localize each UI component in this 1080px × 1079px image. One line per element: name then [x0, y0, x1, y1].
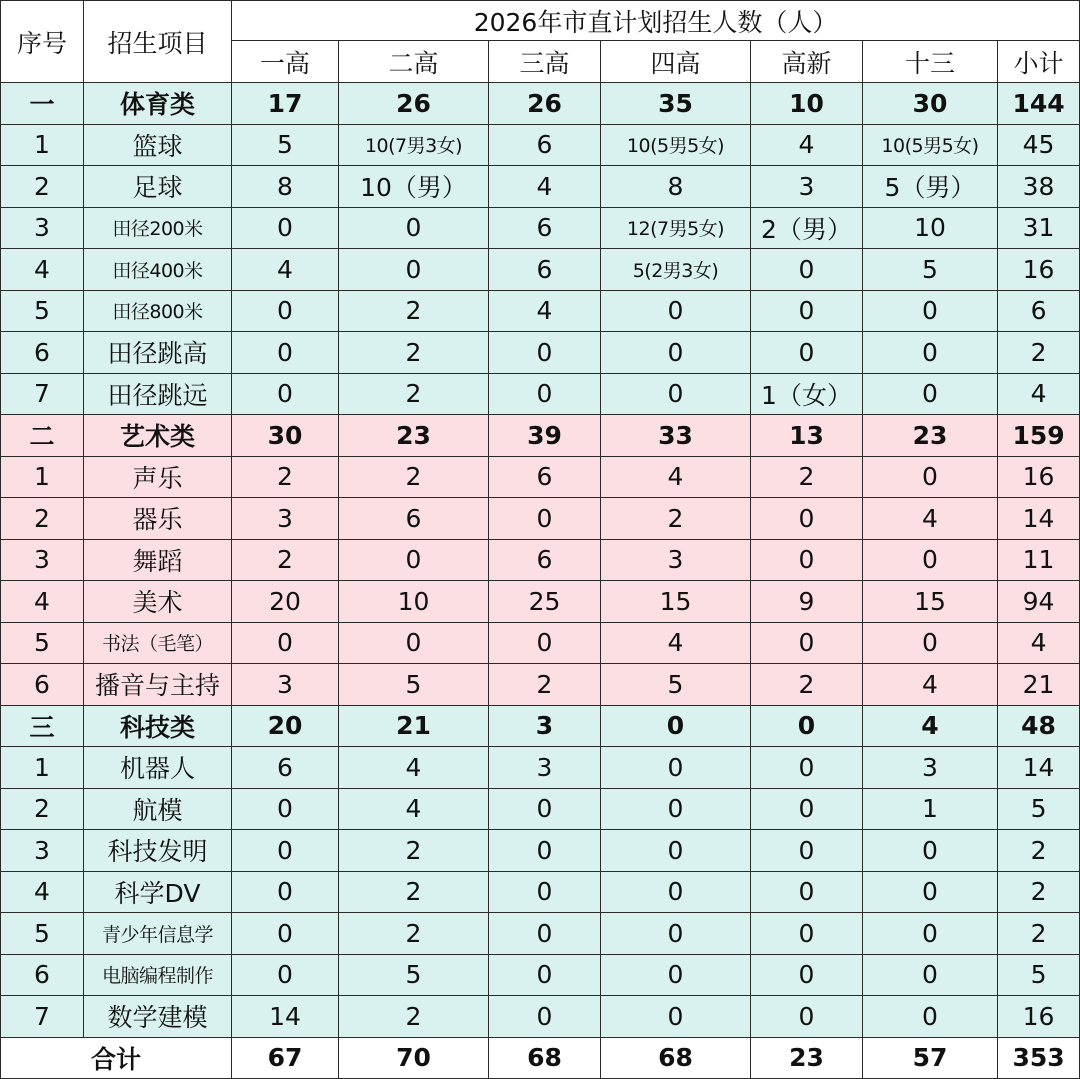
row-value: 3	[489, 747, 601, 789]
row-value: 0	[339, 539, 489, 581]
row-value: 10(7男3女)	[339, 124, 489, 166]
row-value: 2	[339, 290, 489, 332]
row-seq: 3	[1, 207, 84, 249]
row-value: 0	[601, 830, 751, 872]
row-value: 5	[863, 249, 998, 291]
row-value: 2	[751, 456, 863, 498]
row-seq: 2	[1, 498, 84, 540]
row-value: 6	[489, 456, 601, 498]
row-value: 0	[489, 498, 601, 540]
row-value: 2	[339, 871, 489, 913]
row-seq: 4	[1, 871, 84, 913]
row-value: 1	[863, 788, 998, 830]
table-row	[1, 124, 1080, 166]
row-value: 0	[601, 954, 751, 996]
row-value: 0	[751, 954, 863, 996]
row-value: 20	[232, 581, 339, 623]
row-project-name: 田径400米	[84, 249, 232, 291]
row-value: 0	[489, 373, 601, 415]
row-value: 0	[751, 622, 863, 664]
row-value: 0	[339, 622, 489, 664]
table-row	[1, 249, 1080, 291]
row-seq: 5	[1, 913, 84, 955]
row-seq: 7	[1, 373, 84, 415]
total-cell: 353	[998, 1037, 1080, 1079]
row-value: 0	[601, 332, 751, 374]
category-name: 艺术类	[84, 415, 232, 457]
school-header: 一高	[232, 41, 339, 83]
row-subtotal: 6	[998, 290, 1080, 332]
row-subtotal: 31	[998, 207, 1080, 249]
subtotal-header: 小计	[998, 41, 1080, 83]
category-value: 10	[751, 83, 863, 125]
table-row	[1, 788, 1080, 830]
row-value: 0	[489, 830, 601, 872]
row-value: 15	[601, 581, 751, 623]
total-cell: 68	[601, 1037, 751, 1079]
category-subtotal: 48	[998, 705, 1080, 747]
row-value: 4	[863, 664, 998, 706]
category-value: 26	[339, 83, 489, 125]
row-value: 0	[232, 830, 339, 872]
row-value: 5（男）	[863, 166, 998, 208]
row-value: 0	[751, 539, 863, 581]
row-value: 3	[232, 498, 339, 540]
table-row	[1, 207, 1080, 249]
row-value: 0	[232, 913, 339, 955]
row-value: 2	[489, 664, 601, 706]
row-seq: 2	[1, 166, 84, 208]
row-project-name: 田径200米	[84, 207, 232, 249]
row-value: 0	[751, 788, 863, 830]
row-project-name: 篮球	[84, 124, 232, 166]
row-value: 0	[601, 996, 751, 1038]
row-value: 0	[339, 249, 489, 291]
row-seq: 6	[1, 332, 84, 374]
row-subtotal: 16	[998, 996, 1080, 1038]
table-row	[1, 498, 1080, 540]
row-value: 8	[232, 166, 339, 208]
category-seq: 二	[1, 415, 84, 457]
category-value: 0	[751, 705, 863, 747]
row-value: 4	[489, 166, 601, 208]
row-value: 0	[232, 207, 339, 249]
row-value: 2	[339, 332, 489, 374]
row-value: 0	[863, 830, 998, 872]
table-row	[1, 290, 1080, 332]
header-row-top	[1, 1, 1080, 41]
row-value: 0	[601, 747, 751, 789]
category-row-tech	[1, 705, 1080, 747]
row-seq: 3	[1, 539, 84, 581]
row-project-name: 田径跳高	[84, 332, 232, 374]
row-value: 10（男）	[339, 166, 489, 208]
row-value: 10(5男5女)	[601, 124, 751, 166]
row-subtotal: 5	[998, 788, 1080, 830]
category-value: 4	[863, 705, 998, 747]
row-value: 0	[863, 913, 998, 955]
row-subtotal: 4	[998, 622, 1080, 664]
row-value: 0	[751, 249, 863, 291]
row-value: 2	[339, 913, 489, 955]
table-title: 2026年市直计划招生人数（人）	[232, 1, 1080, 41]
row-value: 0	[232, 290, 339, 332]
category-value: 33	[601, 415, 751, 457]
category-value: 30	[232, 415, 339, 457]
row-value: 15	[863, 581, 998, 623]
table-row	[1, 996, 1080, 1038]
row-subtotal: 45	[998, 124, 1080, 166]
total-cell: 67	[232, 1037, 339, 1079]
row-value: 2	[339, 373, 489, 415]
school-header: 高新	[751, 41, 863, 83]
row-value: 6	[489, 539, 601, 581]
row-project-name: 数学建模	[84, 996, 232, 1038]
row-value: 10	[339, 581, 489, 623]
seq-header: 序号	[1, 1, 84, 83]
category-value: 35	[601, 83, 751, 125]
row-project-name: 田径跳远	[84, 373, 232, 415]
table-row	[1, 332, 1080, 374]
row-project-name: 书法（毛笔）	[84, 622, 232, 664]
row-value: 0	[232, 871, 339, 913]
total-cell: 23	[751, 1037, 863, 1079]
category-row-arts	[1, 415, 1080, 457]
category-seq: 三	[1, 705, 84, 747]
table-row	[1, 539, 1080, 581]
category-subtotal: 144	[998, 83, 1080, 125]
row-subtotal: 2	[998, 332, 1080, 374]
school-header: 三高	[489, 41, 601, 83]
row-value: 0	[601, 788, 751, 830]
row-subtotal: 11	[998, 539, 1080, 581]
row-value: 10(5男5女)	[863, 124, 998, 166]
row-subtotal: 2	[998, 913, 1080, 955]
total-cell: 68	[489, 1037, 601, 1079]
row-subtotal: 21	[998, 664, 1080, 706]
row-value: 5	[339, 664, 489, 706]
row-subtotal: 94	[998, 581, 1080, 623]
category-row-sports	[1, 83, 1080, 125]
row-value: 3	[232, 664, 339, 706]
table-row	[1, 581, 1080, 623]
row-seq: 3	[1, 830, 84, 872]
row-value: 3	[751, 166, 863, 208]
row-value: 0	[232, 954, 339, 996]
category-value: 23	[863, 415, 998, 457]
table-row	[1, 747, 1080, 789]
row-value: 5(2男3女)	[601, 249, 751, 291]
row-value: 0	[751, 913, 863, 955]
row-subtotal: 16	[998, 456, 1080, 498]
row-project-name: 舞蹈	[84, 539, 232, 581]
row-project-name: 美术	[84, 581, 232, 623]
row-value: 4	[751, 124, 863, 166]
row-seq: 2	[1, 788, 84, 830]
row-subtotal: 4	[998, 373, 1080, 415]
row-value: 3	[601, 539, 751, 581]
table-row	[1, 456, 1080, 498]
row-value: 2	[339, 456, 489, 498]
category-subtotal: 159	[998, 415, 1080, 457]
total-cell: 70	[339, 1037, 489, 1079]
row-value: 2	[232, 539, 339, 581]
row-subtotal: 14	[998, 498, 1080, 540]
row-value: 2	[232, 456, 339, 498]
category-value: 39	[489, 415, 601, 457]
row-value: 0	[489, 996, 601, 1038]
row-subtotal: 38	[998, 166, 1080, 208]
row-subtotal: 16	[998, 249, 1080, 291]
row-value: 0	[863, 954, 998, 996]
row-value: 0	[863, 539, 998, 581]
row-value: 0	[601, 913, 751, 955]
row-value: 0	[339, 207, 489, 249]
table-row	[1, 664, 1080, 706]
row-value: 0	[863, 456, 998, 498]
row-value: 2	[339, 996, 489, 1038]
row-seq: 1	[1, 456, 84, 498]
row-subtotal: 2	[998, 871, 1080, 913]
row-value: 6	[489, 207, 601, 249]
total-row	[1, 1037, 1080, 1079]
row-value: 2	[751, 664, 863, 706]
row-value: 0	[751, 290, 863, 332]
row-value: 4	[863, 498, 998, 540]
row-value: 0	[863, 622, 998, 664]
table-row	[1, 373, 1080, 415]
row-value: 0	[751, 830, 863, 872]
row-value: 2（男）	[751, 207, 863, 249]
row-seq: 7	[1, 996, 84, 1038]
row-project-name: 科技发明	[84, 830, 232, 872]
project-header: 招生项目	[84, 1, 232, 83]
school-header: 十三	[863, 41, 998, 83]
row-value: 0	[751, 871, 863, 913]
row-value: 0	[863, 996, 998, 1038]
row-value: 4	[339, 747, 489, 789]
row-seq: 1	[1, 124, 84, 166]
table-row	[1, 622, 1080, 664]
row-value: 5	[232, 124, 339, 166]
row-subtotal: 14	[998, 747, 1080, 789]
row-value: 10	[863, 207, 998, 249]
row-seq: 1	[1, 747, 84, 789]
row-project-name: 机器人	[84, 747, 232, 789]
row-seq: 6	[1, 954, 84, 996]
row-value: 0	[863, 332, 998, 374]
table-row	[1, 871, 1080, 913]
row-value: 2	[339, 830, 489, 872]
row-value: 0	[489, 871, 601, 913]
row-value: 0	[863, 871, 998, 913]
row-project-name: 田径800米	[84, 290, 232, 332]
row-value: 0	[232, 332, 339, 374]
category-value: 26	[489, 83, 601, 125]
category-name: 体育类	[84, 83, 232, 125]
row-value: 0	[751, 747, 863, 789]
row-value: 2	[601, 498, 751, 540]
total-cell: 57	[863, 1037, 998, 1079]
row-value: 9	[751, 581, 863, 623]
row-value: 0	[601, 871, 751, 913]
total-label: 合计	[1, 1037, 232, 1079]
row-project-name: 器乐	[84, 498, 232, 540]
table-row	[1, 913, 1080, 955]
row-value: 6	[232, 747, 339, 789]
school-header: 二高	[339, 41, 489, 83]
row-value: 0	[232, 788, 339, 830]
table-body	[1, 83, 1080, 1038]
category-seq: 一	[1, 83, 84, 125]
row-value: 4	[601, 622, 751, 664]
row-value: 1（女）	[751, 373, 863, 415]
row-project-name: 播音与主持	[84, 664, 232, 706]
row-value: 14	[232, 996, 339, 1038]
row-value: 0	[751, 332, 863, 374]
row-seq: 4	[1, 249, 84, 291]
row-project-name: 电脑编程制作	[84, 954, 232, 996]
school-header: 四高	[601, 41, 751, 83]
row-value: 0	[489, 913, 601, 955]
category-value: 3	[489, 705, 601, 747]
row-value: 4	[339, 788, 489, 830]
row-value: 0	[232, 622, 339, 664]
row-value: 0	[232, 373, 339, 415]
row-project-name: 声乐	[84, 456, 232, 498]
row-value: 0	[863, 290, 998, 332]
row-value: 0	[489, 622, 601, 664]
row-value: 4	[232, 249, 339, 291]
row-value: 8	[601, 166, 751, 208]
row-seq: 5	[1, 290, 84, 332]
row-value: 25	[489, 581, 601, 623]
row-project-name: 航模	[84, 788, 232, 830]
row-value: 0	[751, 996, 863, 1038]
row-value: 0	[489, 954, 601, 996]
row-value: 12(7男5女)	[601, 207, 751, 249]
table-row	[1, 166, 1080, 208]
row-project-name: 足球	[84, 166, 232, 208]
row-value: 6	[489, 249, 601, 291]
category-value: 13	[751, 415, 863, 457]
row-value: 0	[489, 788, 601, 830]
row-seq: 5	[1, 622, 84, 664]
row-value: 0	[601, 373, 751, 415]
category-value: 21	[339, 705, 489, 747]
row-value: 4	[489, 290, 601, 332]
row-value: 4	[601, 456, 751, 498]
row-value: 0	[751, 498, 863, 540]
row-value: 3	[863, 747, 998, 789]
row-project-name: 科学DV	[84, 871, 232, 913]
category-name: 科技类	[84, 705, 232, 747]
row-project-name: 青少年信息学	[84, 913, 232, 955]
category-value: 23	[339, 415, 489, 457]
row-seq: 4	[1, 581, 84, 623]
row-value: 0	[601, 290, 751, 332]
row-value: 6	[339, 498, 489, 540]
table-row	[1, 830, 1080, 872]
category-value: 20	[232, 705, 339, 747]
row-value: 5	[601, 664, 751, 706]
row-seq: 6	[1, 664, 84, 706]
row-value: 0	[863, 373, 998, 415]
row-subtotal: 2	[998, 830, 1080, 872]
category-value: 30	[863, 83, 998, 125]
row-value: 6	[489, 124, 601, 166]
category-value: 17	[232, 83, 339, 125]
row-subtotal: 5	[998, 954, 1080, 996]
row-value: 5	[339, 954, 489, 996]
table-row	[1, 954, 1080, 996]
category-value: 0	[601, 705, 751, 747]
row-value: 0	[489, 332, 601, 374]
